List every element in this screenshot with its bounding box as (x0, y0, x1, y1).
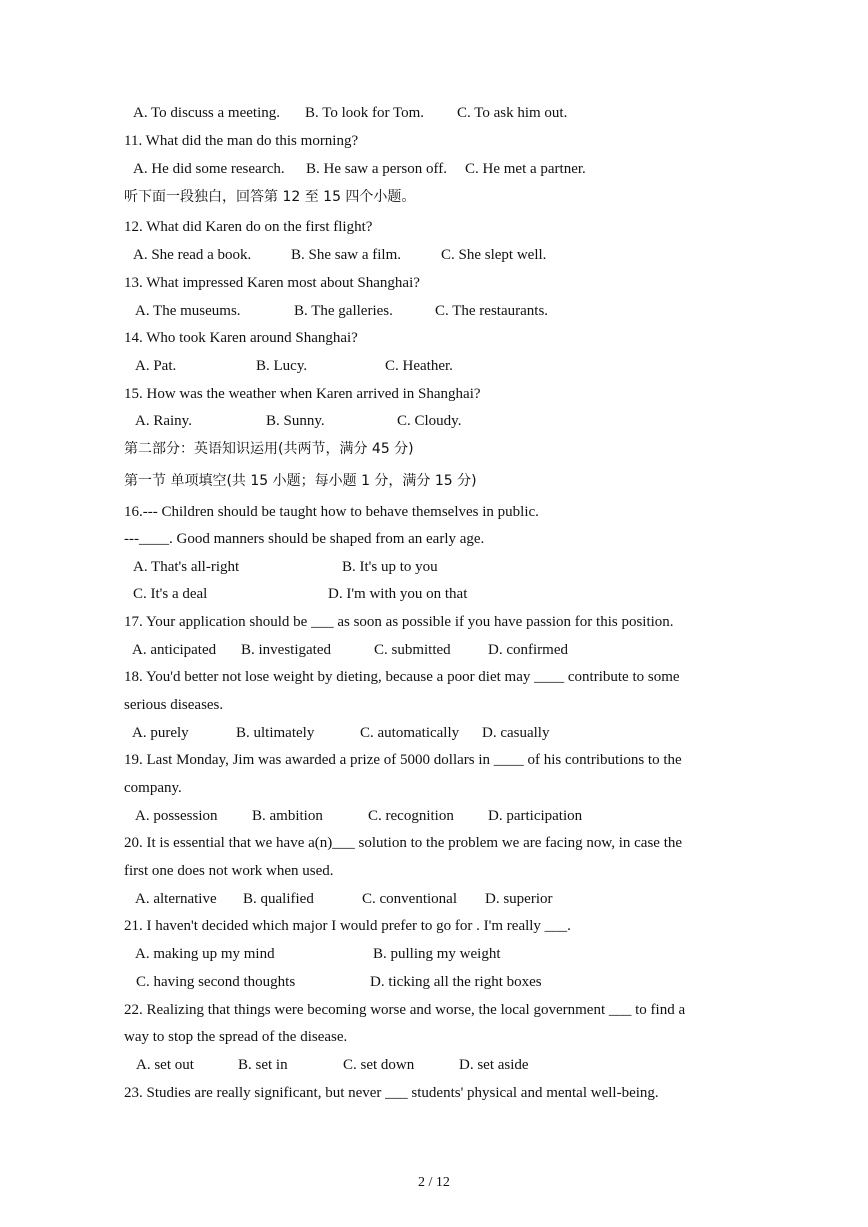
answer-option: A. anticipated (132, 642, 217, 658)
section-heading: 第二部分：英语知识运用(共两节，满分 45 分) (124, 441, 414, 457)
answer-option: B. To look for Tom. (305, 105, 425, 121)
question-text: 13. What impressed Karen most about Shanghai? (124, 275, 420, 291)
answer-option: A. She read a book. (133, 247, 252, 263)
answer-option: A. purely (132, 725, 189, 741)
answer-option: B. pulling my weight (373, 946, 501, 962)
answer-option: C. having second thoughts (136, 974, 296, 990)
answer-option: C. She slept well. (441, 247, 547, 263)
answer-option: B. The galleries. (294, 303, 393, 319)
answer-option: A. The museums. (135, 303, 241, 319)
answer-option: D. ticking all the right boxes (370, 974, 542, 990)
answer-option: B. set in (238, 1057, 288, 1073)
answer-option: B. investigated (241, 642, 331, 658)
answer-option: A. Rainy. (135, 413, 192, 429)
answer-option: D. I'm with you on that (328, 586, 468, 602)
question-text: ---____. Good manners should be shaped from an early age. (124, 531, 485, 547)
answer-option: D. superior (485, 891, 553, 907)
section-heading: 第一节 单项填空(共 15 小题；每小题 1 分，满分 15 分) (124, 473, 477, 489)
answer-option: A. making up my mind (135, 946, 275, 962)
answer-option: B. ambition (252, 808, 323, 824)
question-text: first one does not work when used. (124, 863, 334, 879)
question-text: way to stop the spread of the disease. (124, 1029, 348, 1045)
answer-option: B. She saw a film. (291, 247, 401, 263)
section-heading: 听下面一段独白，回答第 12 至 15 四个小题。 (124, 189, 416, 205)
answer-option: D. set aside (459, 1057, 529, 1073)
question-text: 16.--- Children should be taught how to behave themselves in public. (124, 504, 539, 520)
question-text: 11. What did the man do this morning? (124, 133, 359, 149)
question-text: 14. Who took Karen around Shanghai? (124, 330, 358, 346)
answer-option: A. To discuss a meeting. (133, 105, 280, 121)
answer-option: B. It's up to you (342, 559, 438, 575)
answer-option: C. submitted (374, 642, 451, 658)
answer-option: D. casually (482, 725, 550, 741)
answer-option: A. He did some research. (133, 161, 285, 177)
answer-option: A. possession (135, 808, 218, 824)
answer-option: C. conventional (362, 891, 457, 907)
answer-option: C. The restaurants. (435, 303, 549, 319)
answer-option: C. recognition (368, 808, 454, 824)
answer-option: C. Cloudy. (397, 413, 462, 429)
question-text: 22. Realizing that things were becoming worse and worse, the local government ___ to find a (124, 1002, 686, 1018)
answer-option: A. Pat. (135, 358, 177, 374)
answer-option: C. automatically (360, 725, 460, 741)
question-text: 15. How was the weather when Karen arrived in Shanghai? (124, 386, 481, 402)
page-number: 2 / 12 (418, 1175, 450, 1190)
answer-option: B. Sunny. (266, 413, 325, 429)
question-text: 20. It is essential that we have a(n)___ solution to the problem we are facing now, in case the (124, 835, 683, 851)
question-text: 19. Last Monday, Jim was awarded a prize of 5000 dollars in ____ of his contributions to the (124, 752, 682, 768)
answer-option: D. confirmed (488, 642, 568, 658)
answer-option: C. Heather. (385, 358, 453, 374)
question-text: 23. Studies are really significant, but never ___ students' physical and mental well-being. (124, 1085, 659, 1101)
answer-option: C. set down (343, 1057, 415, 1073)
answer-option: B. qualified (243, 891, 314, 907)
question-text: 12. What did Karen do on the first flight? (124, 219, 373, 235)
answer-option: C. He met a partner. (465, 161, 586, 177)
question-text: company. (124, 780, 182, 796)
answer-option: C. To ask him out. (457, 105, 568, 121)
answer-option: D. participation (488, 808, 583, 824)
answer-option: C. It's a deal (133, 586, 208, 602)
answer-option: B. Lucy. (256, 358, 308, 374)
answer-option: A. set out (136, 1057, 194, 1073)
question-text: 21. I haven't decided which major I would prefer to go for . I'm really ___. (124, 918, 571, 934)
answer-option: A. That's all-right (133, 559, 240, 575)
question-text: serious diseases. (124, 697, 224, 713)
answer-option: A. alternative (135, 891, 217, 907)
answer-option: B. ultimately (236, 725, 315, 741)
answer-option: B. He saw a person off. (306, 161, 447, 177)
question-text: 18. You'd better not lose weight by dieting, because a poor diet may ____ contribute to some (124, 669, 680, 685)
question-text: 17. Your application should be ___ as soon as possible if you have passion for this position. (124, 614, 674, 630)
